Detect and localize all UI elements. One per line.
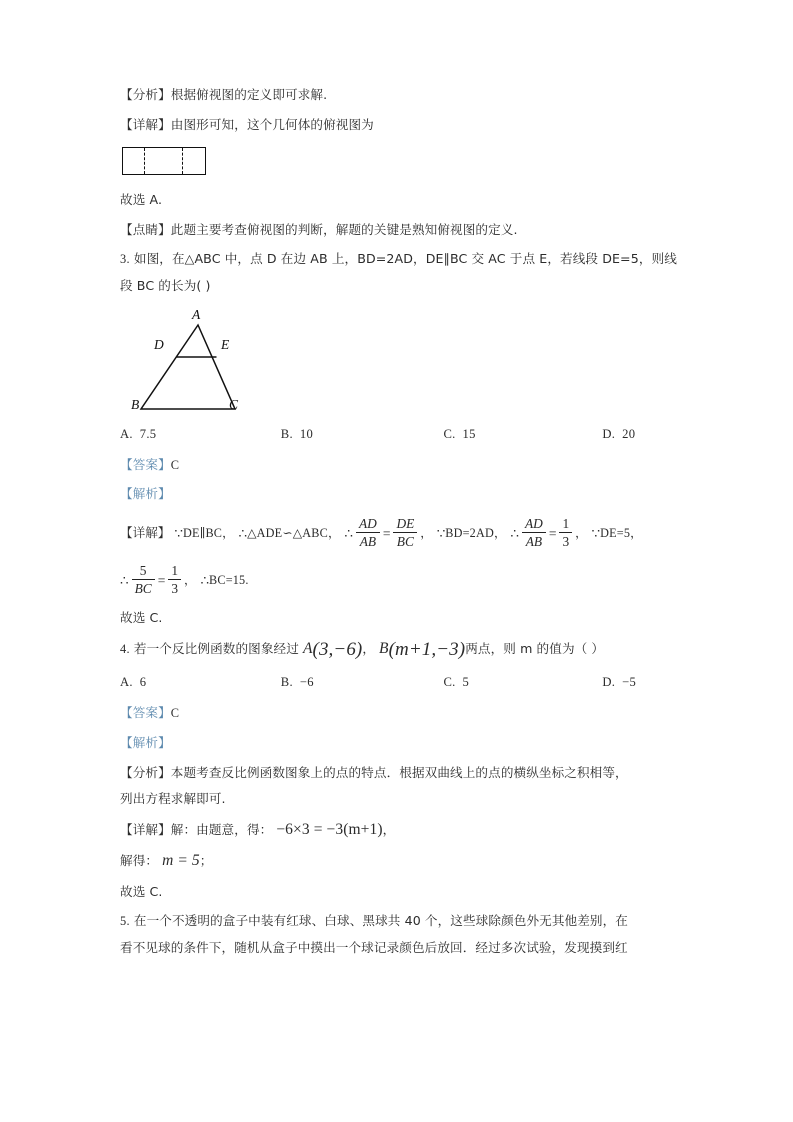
- q3-option-b-value: 10: [299, 426, 314, 441]
- therefore-symbol-2: ∴: [344, 525, 353, 541]
- comma-3: ，: [184, 573, 197, 588]
- q4-detail-line: [120, 822, 678, 838]
- q3-stem-line-1: [120, 252, 678, 266]
- fraction-de-bc: [393, 516, 417, 549]
- fraction-numerator: AD: [522, 516, 546, 533]
- q4-explain-marker: 【解析】: [120, 734, 171, 750]
- q4-analysis-text-1: 本题考查反比例函数图象上的点的特点．根据双曲线上的点的横纵坐标之积相等，: [170, 764, 628, 780]
- q4-option-a[interactable]: [120, 675, 281, 690]
- dashed-line-left: [144, 148, 145, 174]
- q4-conclusion-text: 故选 C.: [120, 883, 163, 899]
- q4-point-b-coords: (m+1,−3): [388, 639, 466, 661]
- q3-option-b-key: B.: [280, 426, 293, 441]
- q4-stem-suffix: 两点，则 m 的值为（ ）: [465, 641, 605, 657]
- q3-options-row: [120, 427, 678, 442]
- q2-insight-line: [120, 223, 678, 237]
- q3-option-a-value: 7.5: [139, 426, 157, 441]
- q3-stmt-5: BC=15.: [209, 573, 249, 588]
- therefore-symbol-5: ∴: [200, 572, 210, 588]
- q4-option-b-key: B.: [280, 675, 293, 690]
- q3-detail-marker: 【详解】: [120, 524, 171, 540]
- q4-option-c-value: 5: [462, 675, 470, 690]
- because-symbol-3: ∵: [591, 525, 601, 541]
- q4-detail-marker: 【详解】: [120, 821, 171, 837]
- q4-solve-value: m = 5: [162, 852, 200, 870]
- q4-options-row: [120, 675, 678, 690]
- q3-option-b[interactable]: [281, 427, 444, 442]
- q4-option-c[interactable]: [443, 675, 602, 690]
- q3-explain-marker: 【解析】: [120, 486, 171, 502]
- fraction-ad-ab-1: [356, 516, 380, 549]
- detail-text: 由图形可知，这个几何体的俯视图为: [170, 116, 374, 132]
- triangle-svg: [128, 306, 278, 421]
- fraction-numerator: 5: [132, 563, 155, 580]
- therefore-symbol-1: ∴: [238, 525, 248, 541]
- q4-explain-line: [120, 736, 678, 750]
- fraction-denominator: BC: [134, 580, 152, 596]
- q2-analysis-line: [120, 88, 678, 102]
- q3-explain-line: [120, 487, 678, 501]
- q3-option-c-value: 15: [462, 426, 476, 441]
- comma-2: ，: [575, 526, 588, 541]
- q3-option-c[interactable]: [443, 427, 602, 442]
- fraction-denominator: BC: [396, 533, 414, 549]
- q3-option-a-key: A.: [120, 426, 133, 441]
- q3-option-c-key: C.: [443, 426, 456, 441]
- analysis-text: 根据俯视图的定义即可求解.: [170, 87, 328, 102]
- q3-detail-math-line-2: [120, 564, 678, 597]
- fraction-numerator: DE: [393, 516, 417, 533]
- dashed-line-right: [182, 148, 183, 174]
- q4-option-d-key: D.: [602, 675, 616, 690]
- q3-option-d[interactable]: [602, 427, 678, 442]
- q4-analysis-text-2: 列出方程求解即可.: [120, 791, 226, 807]
- document-content: [120, 88, 678, 971]
- q4-conclusion-line: [120, 885, 678, 899]
- q5-stem-line-2: [120, 941, 678, 955]
- q3-stem-text-1: 如图，在△ABC 中，点 D 在边 AB 上，BD=2AD，DE∥BC 交 AC 于点 E，若线段 DE=5，则线: [133, 251, 677, 267]
- triangle-label-b: B: [131, 396, 140, 412]
- q4-answer-value: C: [170, 706, 180, 721]
- triangle-abc-figure: [128, 306, 278, 421]
- fraction-one-third-2: [168, 563, 181, 596]
- q4-stem-prefix: 若一个反比例函数的图象经过: [133, 641, 299, 657]
- q4-option-a-value: 6: [139, 675, 147, 690]
- fraction-one-third-1: [559, 516, 572, 549]
- q2-choice-text: 故选 A.: [120, 192, 163, 208]
- fraction-five-bc: [132, 563, 155, 596]
- triangle-label-e: E: [221, 336, 230, 352]
- q4-point-b-name: B: [379, 640, 389, 658]
- q4-option-c-key: C.: [443, 675, 456, 690]
- equals-1: =: [382, 525, 391, 541]
- analysis-marker: 【分析】: [120, 87, 171, 102]
- insight-text: 此题主要考查俯视图的判断，解题的关键是熟知俯视图的定义.: [170, 221, 518, 237]
- q3-option-d-key: D.: [602, 426, 616, 441]
- q3-stmt-4: DE=5，: [600, 526, 643, 541]
- q2-choice-line: [120, 193, 678, 207]
- fraction-denominator: AB: [359, 533, 377, 549]
- fraction-ad-ab-2: [522, 516, 546, 549]
- q3-stmt-1: DE∥BC，: [182, 526, 235, 541]
- q3-option-a[interactable]: [120, 427, 281, 442]
- triangle-label-d: D: [154, 336, 164, 352]
- q4-solve-suffix: ；: [199, 853, 213, 869]
- fraction-denominator: AB: [525, 533, 543, 549]
- equals-2: =: [548, 525, 557, 541]
- fraction-numerator: 1: [168, 563, 181, 580]
- equals-3: =: [157, 572, 166, 588]
- q4-answer-line: [120, 706, 678, 720]
- triangle-label-a: A: [192, 306, 201, 322]
- q4-option-b-value: −6: [299, 675, 314, 690]
- q5-number: 5.: [120, 914, 130, 929]
- fraction-denominator: 3: [171, 580, 179, 596]
- q4-option-b[interactable]: [281, 675, 444, 690]
- q5-stem-text-2: 看不见球的条件下，随机从盒子中摸出一个球记录颜色后放回．经过多次试验，发现摸到红: [120, 939, 628, 955]
- q4-stem-comma: ，: [362, 641, 376, 657]
- q4-option-d[interactable]: [602, 675, 678, 690]
- q4-answer-marker: 【答案】: [120, 705, 171, 721]
- q4-analysis-line-2: [120, 792, 678, 806]
- q4-detail-prefix: 解：由题意，得：: [170, 821, 273, 837]
- q3-conclusion-text: 故选 C.: [120, 609, 163, 625]
- q4-analysis-marker: 【分析】: [120, 764, 171, 780]
- q3-stem-text-2: 段 BC 的长为( ): [120, 277, 211, 293]
- q2-detail-line: [120, 118, 678, 132]
- fraction-numerator: 1: [559, 516, 572, 533]
- triangle-label-c: C: [229, 396, 239, 412]
- fraction-numerator: AD: [356, 516, 380, 533]
- q4-option-a-key: A.: [120, 675, 133, 690]
- fraction-denominator: 3: [562, 533, 570, 549]
- therefore-symbol-3: ∴: [510, 525, 519, 541]
- because-symbol-1: ∵: [174, 525, 183, 541]
- top-view-rectangle-figure: [122, 147, 206, 175]
- q4-number: 4.: [120, 642, 130, 657]
- q4-equation-comma: ，: [382, 821, 396, 837]
- q4-equation: −6×3 = −3(m+1): [276, 820, 383, 838]
- q3-stmt-3: BD=2AD，: [445, 526, 507, 541]
- q3-option-d-value: 20: [622, 426, 636, 441]
- therefore-symbol-4: ∴: [120, 572, 129, 588]
- q5-stem-line-1: [120, 914, 678, 928]
- q3-detail-math-line-1: [120, 517, 678, 550]
- q4-solve-line: [120, 853, 678, 869]
- because-symbol-2: ∵: [436, 525, 446, 541]
- q4-point-a-coords: (3,−6): [312, 639, 363, 661]
- q5-stem-text-1: 在一个不透明的盒子中装有红球、白球、黑球共 40 个，这些球除颜色外无其他差别，在: [133, 913, 629, 929]
- q3-answer-line: [120, 458, 678, 472]
- q3-answer-value: C: [170, 457, 180, 472]
- insight-marker: 【点睛】: [120, 221, 171, 237]
- q4-solve-prefix: 解得：: [120, 853, 159, 869]
- q4-stem-line: [120, 640, 678, 659]
- q3-conclusion-line: [120, 611, 678, 625]
- q3-number: 3.: [120, 252, 130, 267]
- q3-stmt-2: △ADE∽△ABC，: [247, 526, 341, 541]
- q3-answer-marker: 【答案】: [120, 456, 171, 472]
- comma-1: ，: [420, 526, 433, 541]
- q4-point-a-name: A: [302, 640, 313, 658]
- detail-marker: 【详解】: [120, 116, 171, 132]
- q4-analysis-line-1: [120, 766, 678, 780]
- q4-option-d-value: −5: [622, 675, 637, 690]
- q3-stem-line-2: [120, 279, 678, 293]
